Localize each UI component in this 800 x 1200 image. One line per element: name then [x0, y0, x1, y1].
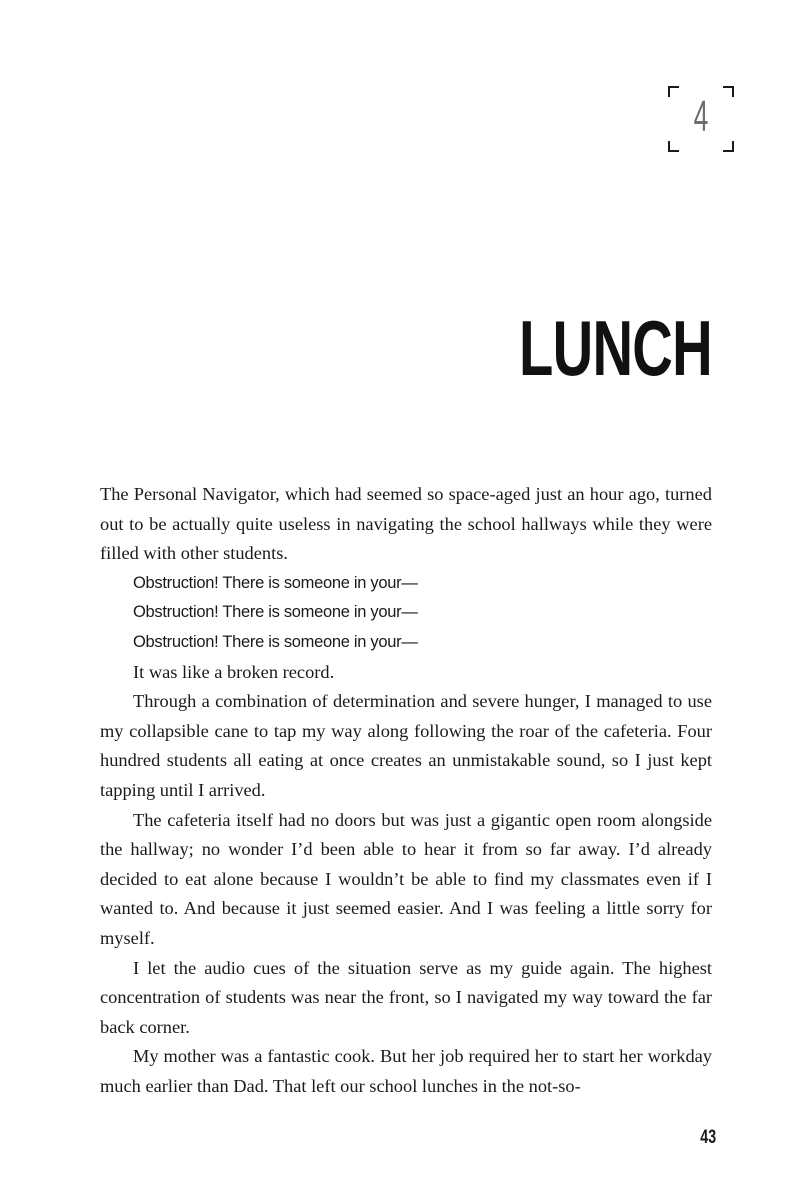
device-alert-line: Obstruction! There is someone in your— [133, 573, 418, 592]
paragraph: It was like a broken record. [133, 661, 335, 682]
chapter-number-frame [668, 86, 734, 152]
frame-corner-bottom-right [723, 141, 734, 152]
paragraph: My mother was a fantastic cook. But her job required her to start her workday much earlier than Dad. That left our school lunches in the not-so- [100, 1046, 712, 1096]
frame-corner-top-left [668, 86, 679, 97]
chapter-number: 4 [693, 92, 709, 141]
paragraph: The Personal Navigator, which had seemed so space-aged just an hour ago, turned out to be actually quite useless in navigating the school hallways while they were filled with other students. [100, 484, 712, 564]
device-alert-line: Obstruction! There is someone in your— [133, 632, 418, 651]
chapter-title: LUNCH [519, 304, 712, 392]
page-number: 43 [700, 1127, 716, 1148]
body-text [100, 480, 712, 1101]
frame-corner-top-right [723, 86, 734, 97]
device-alert-line: Obstruction! There is someone in your— [133, 603, 418, 622]
frame-corner-bottom-left [668, 141, 679, 152]
paragraph: Through a combination of determination and severe hunger, I managed to use my collapsible cane to tap my way along following the roar of the cafeteria. Four hundred students all eating at once creates an unmistakable sound, so I just kept tapping until I arrived. [100, 691, 712, 800]
paragraph: The cafeteria itself had no doors but was just a gigantic open room alongside the hallway; no wonder I’d been able to hear it from so far away. I’d already decided to eat alone because I wouldn’t be able to find my classmates even if I wanted to. And because it just seemed easier. And I was feeling a little sorry for myself. [100, 809, 712, 948]
paragraph: I let the audio cues of the situation serve as my guide again. The highest concentration of students was near the front, so I navigated my way toward the far back corner. [100, 957, 712, 1037]
